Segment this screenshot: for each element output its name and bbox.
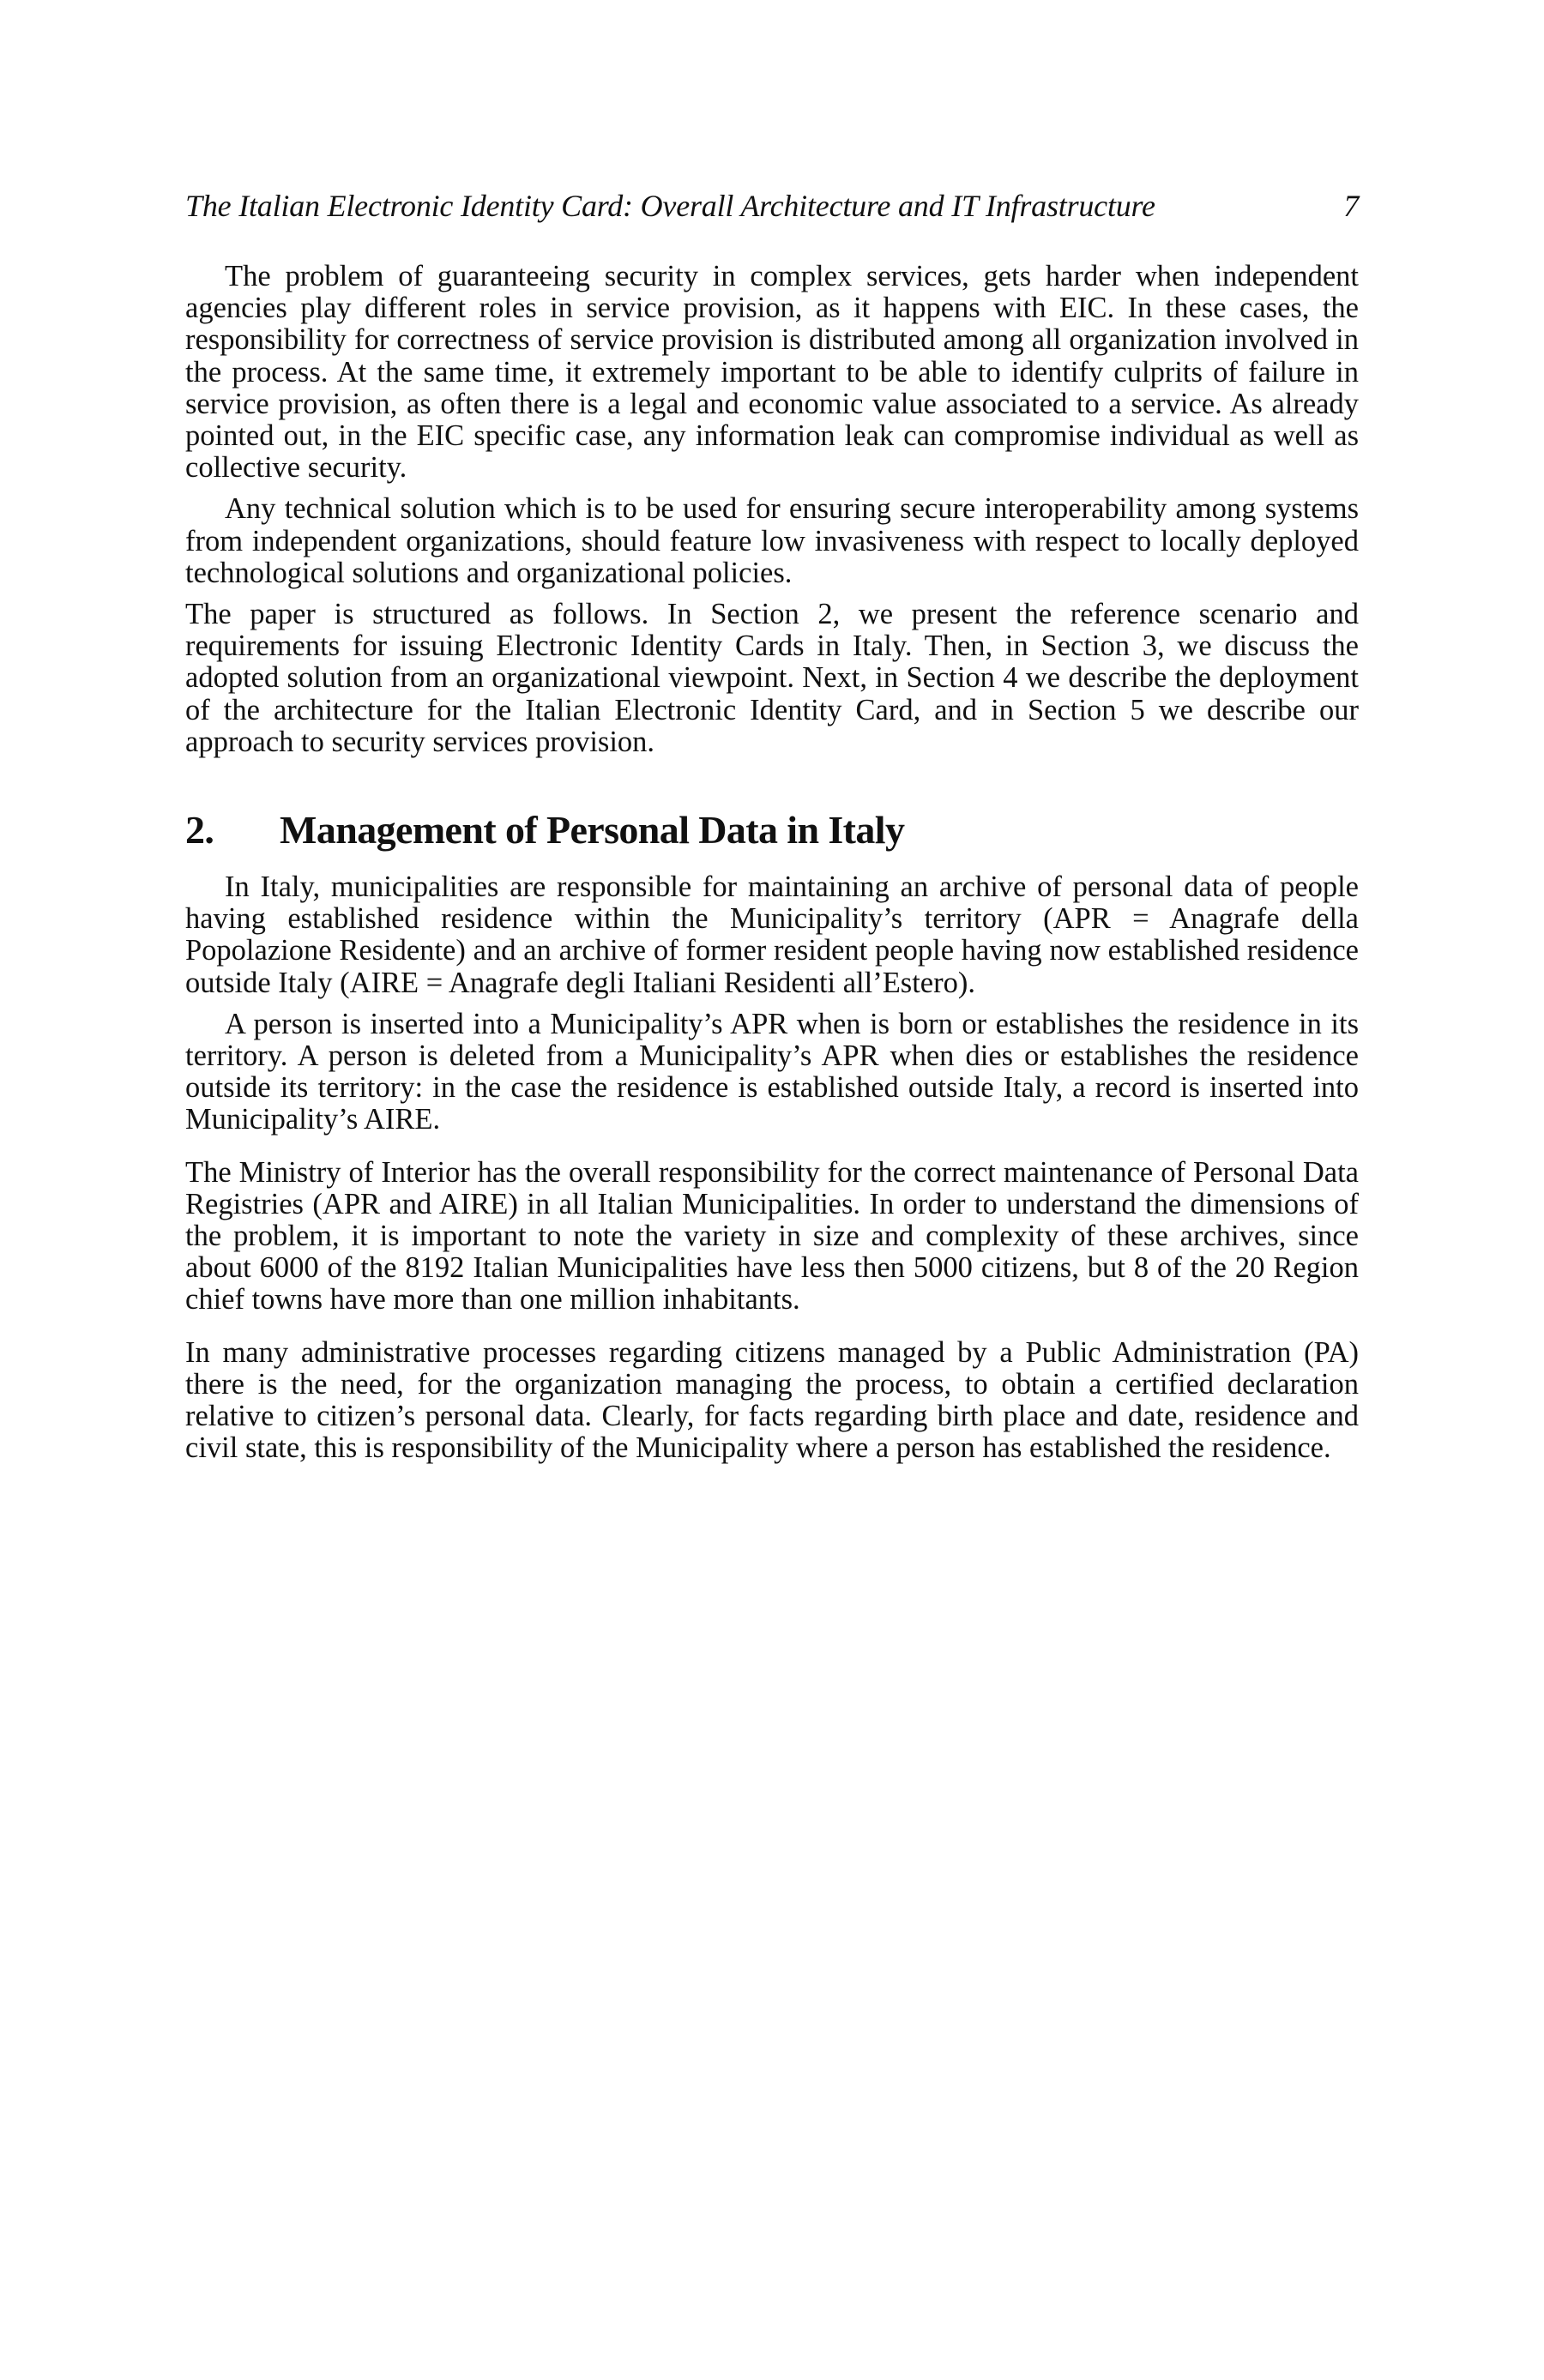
paragraph-intro-1: The problem of guaranteeing security in complex services, gets harder when independent agencies play different roles in service provision, as it happens with EIC. In these cases, the responsibility for correctness of service provision is distributed among all organization involved in the process. At the same time, it extremely important to be able to identify culprits of failure in service provision, as often there is a legal and economic value associated to a service. As already pointed out, in the EIC specific case, any information leak can compromise individual as well as collective security. <box>185 260 1359 485</box>
section-heading <box>185 808 1359 853</box>
paragraph-section2-4: In many administrative processes regarding citizens managed by a Public Administration (PA) there is the need, for the organization managing the process, to obtain a certified declaration relative to citizen’s personal data. Clearly, for facts regarding birth place and date, residence and civil state, this is responsibility of the Municipality where a person has established the residence. <box>185 1335 1359 1465</box>
paragraph-intro-2: Any technical solution which is to be used for ensuring secure interoperability among systems from independent organizations, should feature low invasiveness with respect to locally deployed technological solutions and organizational policies. <box>185 492 1359 589</box>
section-number: 2. <box>185 808 214 853</box>
section-title: Management of Personal Data in Italy <box>280 808 905 853</box>
paragraph-section2-3: The Ministry of Interior has the overall responsibility for the correct maintenance of Personal Data Registries (APR and AIRE) in all Italian Municipalities. In order to understand the dimensions of the problem, it is important to note the variety in size and complexity of these archives, since about 6000 of the 8192 Italian Municipalities have less then 5000 citizens, but 8 of the 20 Region chief towns have more than one million inhabitants. <box>185 1155 1359 1317</box>
running-title: The Italian Electronic Identity Card: Overall Architecture and IT Infrastructure <box>185 189 1155 223</box>
document-page <box>185 187 1359 1465</box>
page-number: 7 <box>1343 189 1359 223</box>
paragraph-section2-2: A person is inserted into a Municipality’s APR when is born or establishes the residence in its territory. A person is deleted from a Municipality’s APR when dies or establishes the residence outside its territory: in the case the residence is established outside Italy, a record is inserted into Municipality’s AIRE. <box>185 1007 1359 1136</box>
paragraph-intro-3: The paper is structured as follows. In Section 2, we present the reference scenario and requirements for issuing Electronic Identity Cards in Italy. Then, in Section 3, we discuss the adopted solution from an organizational viewpoint. Next, in Section 4 we describe the deployment of the architecture for the Italian Electronic Identity Card, and in Section 5 we describe our approach to security services provision. <box>185 598 1359 758</box>
paragraph-section2-1: In Italy, municipalities are responsible for maintaining an archive of personal data of people having established residence within the Municipality’s territory (APR = Anagrafe della Popolazione Residente) and an archive of former resident people having now established residence outside Italy (AIRE = Anagrafe degli Italiani Residenti all’Estero). <box>185 871 1359 999</box>
running-header <box>185 187 1359 225</box>
body-text <box>185 261 1359 1465</box>
